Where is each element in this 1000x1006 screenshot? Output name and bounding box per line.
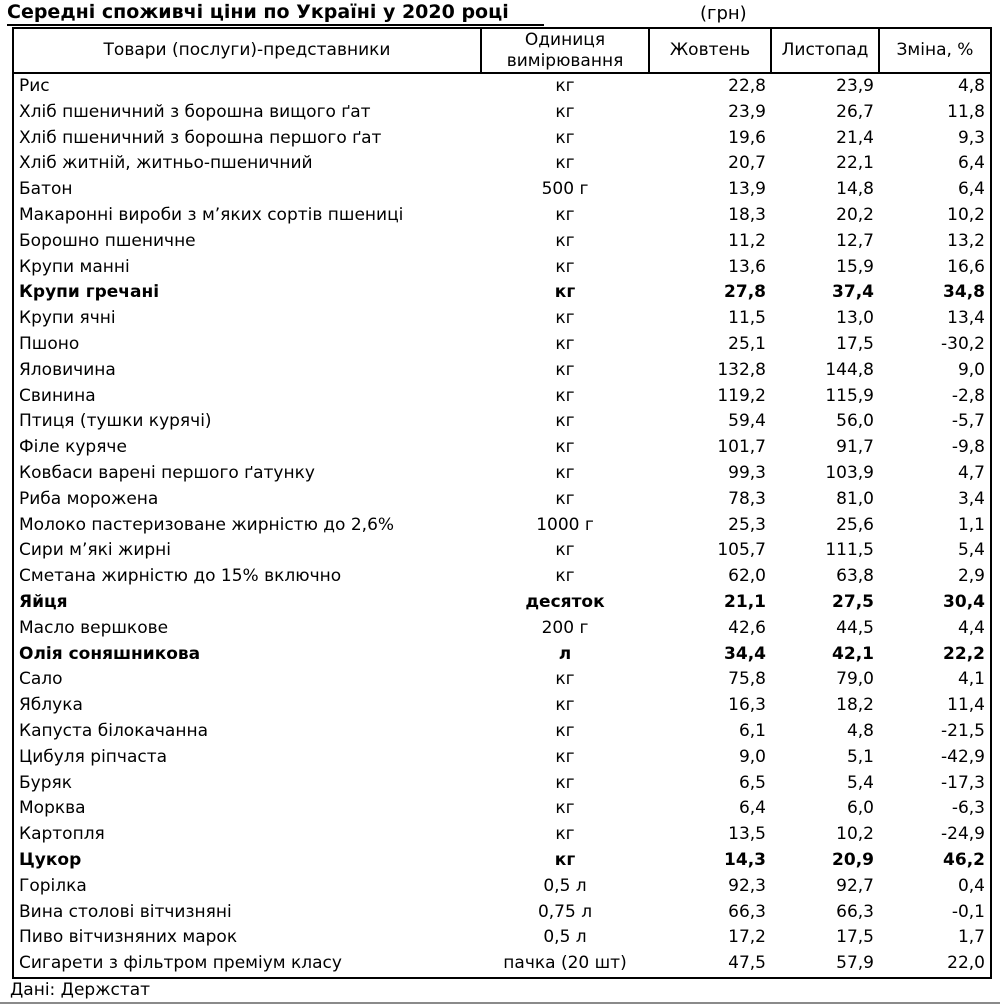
- product-cell: Хліб житній, житньо-пшеничний: [19, 153, 313, 174]
- november-cell: 5,1: [846, 746, 874, 767]
- change-cell: 0,4: [957, 875, 985, 896]
- october-cell: 11,2: [728, 230, 766, 251]
- october-cell: 19,6: [728, 127, 766, 148]
- table-row: [13, 590, 991, 616]
- col-header-unit: Одиниця вимірювання: [481, 28, 649, 73]
- unit-cell: 1000 г: [536, 514, 594, 535]
- change-cell: 11,4: [947, 695, 985, 716]
- product-cell: Пиво вітчизняних марок: [19, 927, 238, 948]
- november-cell: 21,4: [836, 127, 874, 148]
- november-cell: 27,5: [832, 591, 874, 612]
- october-cell: 20,7: [728, 153, 766, 174]
- october-cell: 105,7: [717, 540, 766, 561]
- change-cell: 30,4: [943, 591, 985, 612]
- change-cell: 3,4: [957, 488, 985, 509]
- bottom-divider: [0, 1002, 1000, 1004]
- change-cell: 13,4: [947, 308, 985, 329]
- product-cell: Вина столові вітчизняні: [19, 901, 232, 922]
- november-cell: 44,5: [836, 617, 874, 638]
- product-cell: Молоко пастеризоване жирністю до 2,6%: [19, 514, 395, 535]
- november-cell: 42,1: [832, 643, 874, 664]
- november-cell: 56,0: [836, 411, 874, 432]
- november-cell: 13,0: [836, 308, 874, 329]
- october-cell: 62,0: [728, 566, 766, 587]
- november-cell: 91,7: [836, 437, 874, 458]
- table-row: [13, 513, 991, 539]
- table-row: [13, 900, 991, 926]
- col-header-change: Зміна, %: [879, 28, 991, 73]
- change-cell: 9,3: [957, 127, 985, 148]
- unit-cell: кг: [555, 488, 575, 509]
- table-row: [13, 616, 991, 642]
- change-cell: -2,8: [951, 385, 985, 406]
- product-cell: Сало: [19, 669, 63, 690]
- october-cell: 18,3: [728, 204, 766, 225]
- october-cell: 22,8: [728, 76, 766, 96]
- change-cell: 4,4: [957, 617, 985, 638]
- november-cell: 20,9: [832, 849, 874, 870]
- product-cell: Пшоно: [19, 333, 80, 354]
- unit-cell: 0,75 л: [537, 901, 593, 922]
- change-cell: 9,0: [957, 359, 985, 380]
- november-cell: 6,0: [846, 798, 874, 819]
- change-cell: -0,1: [951, 901, 985, 922]
- product-cell: Цукор: [19, 849, 82, 870]
- change-cell: 4,1: [957, 669, 985, 690]
- change-cell: -30,2: [941, 333, 985, 354]
- change-cell: -6,3: [951, 798, 985, 819]
- table-row: [13, 461, 991, 487]
- unit-cell: кг: [555, 695, 575, 716]
- october-cell: 78,3: [728, 488, 766, 509]
- november-cell: 4,8: [846, 720, 874, 741]
- table-row: [13, 487, 991, 513]
- unit-cell: л: [558, 643, 572, 664]
- unit-cell: кг: [555, 308, 575, 329]
- october-cell: 25,1: [728, 333, 766, 354]
- november-cell: 12,7: [836, 230, 874, 251]
- header-row: [13, 28, 991, 73]
- november-cell: 81,0: [836, 488, 874, 509]
- november-cell: 22,1: [836, 153, 874, 174]
- november-cell: 23,9: [836, 76, 874, 96]
- table-row: [13, 435, 991, 461]
- unit-cell: кг: [555, 359, 575, 380]
- table-row: [13, 332, 991, 358]
- october-cell: 34,4: [724, 643, 766, 664]
- unit-cell: кг: [555, 540, 575, 561]
- november-cell: 26,7: [836, 101, 874, 122]
- product-cell: Ковбаси варені першого ґатунку: [19, 462, 315, 483]
- product-cell: Олія соняшникова: [19, 643, 201, 664]
- table-row: [13, 177, 991, 203]
- november-cell: 92,7: [836, 875, 874, 896]
- unit-cell: кг: [555, 824, 575, 845]
- october-cell: 17,2: [728, 927, 766, 948]
- unit-cell: 0,5 л: [543, 875, 587, 896]
- unit-cell: десяток: [525, 591, 605, 612]
- october-cell: 119,2: [717, 385, 766, 406]
- product-cell: Рис: [19, 76, 50, 96]
- october-cell: 23,9: [728, 101, 766, 122]
- product-cell: Яйця: [19, 591, 68, 612]
- product-cell: Свинина: [19, 385, 96, 406]
- october-cell: 92,3: [728, 875, 766, 896]
- october-cell: 75,8: [728, 669, 766, 690]
- table-row: [13, 384, 991, 410]
- change-cell: -21,5: [941, 720, 985, 741]
- unit-cell: кг: [555, 76, 575, 96]
- october-cell: 66,3: [728, 901, 766, 922]
- november-cell: 17,5: [836, 927, 874, 948]
- unit-cell: кг: [555, 772, 575, 793]
- unit-cell: кг: [555, 230, 575, 251]
- october-cell: 25,3: [728, 514, 766, 535]
- change-cell: 6,4: [957, 179, 985, 200]
- november-cell: 111,5: [825, 540, 874, 561]
- product-cell: Риба морожена: [19, 488, 159, 509]
- col-header-product: Товари (послуги)-представники: [13, 28, 481, 73]
- product-cell: Капуста білокачанна: [19, 720, 209, 741]
- october-cell: 132,8: [717, 359, 766, 380]
- change-cell: 4,8: [957, 76, 985, 96]
- november-cell: 37,4: [832, 282, 874, 303]
- table-row: [13, 667, 991, 693]
- table-row: [13, 73, 991, 100]
- unit-cell: кг: [555, 153, 575, 174]
- october-cell: 6,4: [738, 798, 766, 819]
- change-cell: 2,9: [957, 566, 985, 587]
- change-cell: -5,7: [951, 411, 985, 432]
- november-cell: 66,3: [836, 901, 874, 922]
- november-cell: 103,9: [825, 462, 874, 483]
- product-cell: Морква: [19, 798, 86, 819]
- october-cell: 27,8: [724, 282, 766, 303]
- unit-cell: кг: [555, 798, 575, 819]
- change-cell: 1,7: [957, 927, 985, 948]
- change-cell: 34,8: [943, 282, 985, 303]
- change-cell: -24,9: [941, 824, 985, 845]
- table-row: [13, 203, 991, 229]
- product-cell: Масло вершкове: [19, 617, 169, 638]
- change-cell: 11,8: [947, 101, 985, 122]
- product-cell: Борошно пшеничне: [19, 230, 196, 251]
- unit-cell: кг: [555, 720, 575, 741]
- table-row: [13, 796, 991, 822]
- october-cell: 6,5: [738, 772, 766, 793]
- unit-cell: кг: [555, 462, 575, 483]
- table-row: [13, 100, 991, 126]
- table-row: [13, 771, 991, 797]
- unit-cell: 200 г: [541, 617, 589, 638]
- table-row: [13, 306, 991, 332]
- november-cell: 115,9: [825, 385, 874, 406]
- col-header-october: Жовтень: [649, 28, 771, 73]
- product-cell: Сири м’які жирні: [19, 540, 172, 561]
- unit-cell: кг: [555, 127, 575, 148]
- november-cell: 79,0: [836, 669, 874, 690]
- october-cell: 16,3: [728, 695, 766, 716]
- table-row: [13, 719, 991, 745]
- prices-table: [12, 27, 992, 979]
- col-header-november: Листопад: [771, 28, 879, 73]
- unit-cell: кг: [554, 849, 576, 870]
- change-cell: 5,4: [957, 540, 985, 561]
- november-cell: 5,4: [846, 772, 874, 793]
- page-title: Середні споживчі ціни по Україні у 2020 році: [7, 1, 544, 26]
- november-cell: 14,8: [836, 179, 874, 200]
- unit-cell: кг: [555, 333, 575, 354]
- product-cell: Буряк: [19, 772, 73, 793]
- table-row: [13, 745, 991, 771]
- unit-cell: кг: [555, 566, 575, 587]
- october-cell: 6,1: [738, 720, 766, 741]
- table-body: [13, 73, 991, 978]
- product-cell: Хліб пшеничний з борошна першого ґат: [19, 127, 382, 148]
- unit-cell: кг: [555, 746, 575, 767]
- unit-cell: кг: [555, 256, 575, 277]
- product-cell: Птиця (тушки курячі): [19, 411, 212, 432]
- change-cell: 46,2: [943, 849, 985, 870]
- october-cell: 42,6: [728, 617, 766, 638]
- table-row: [13, 229, 991, 255]
- table-row: [13, 151, 991, 177]
- product-cell: Хліб пшеничний з борошна вищого ґат: [19, 101, 371, 122]
- change-cell: 4,7: [957, 462, 985, 483]
- change-cell: 13,2: [947, 230, 985, 251]
- table-row: [13, 642, 991, 668]
- november-cell: 17,5: [836, 333, 874, 354]
- table-row: [13, 874, 991, 900]
- table-row: [13, 126, 991, 152]
- product-cell: Крупи гречані: [19, 282, 160, 303]
- product-cell: Сигарети з фільтром преміум класу: [19, 953, 342, 974]
- october-cell: 101,7: [717, 437, 766, 458]
- table-row: [13, 848, 991, 874]
- november-cell: 15,9: [836, 256, 874, 277]
- november-cell: 20,2: [836, 204, 874, 225]
- november-cell: 10,2: [836, 824, 874, 845]
- october-cell: 13,6: [728, 256, 766, 277]
- unit-cell: кг: [555, 101, 575, 122]
- table-row: [13, 358, 991, 384]
- product-cell: Крупи ячні: [19, 308, 116, 329]
- october-cell: 14,3: [724, 849, 766, 870]
- november-cell: 57,9: [836, 953, 874, 974]
- table-row: [13, 538, 991, 564]
- source-note: Дані: Держстат: [10, 980, 151, 1000]
- product-cell: Макаронні вироби з м’яких сортів пшениці: [19, 204, 404, 225]
- october-cell: 21,1: [724, 591, 766, 612]
- october-cell: 99,3: [728, 462, 766, 483]
- unit-cell: кг: [555, 204, 575, 225]
- october-cell: 47,5: [728, 953, 766, 974]
- product-cell: Батон: [19, 179, 73, 200]
- unit-cell: кг: [555, 411, 575, 432]
- unit-cell: кг: [554, 282, 576, 303]
- change-cell: 22,0: [947, 953, 985, 974]
- unit-cell: 500 г: [541, 179, 589, 200]
- november-cell: 63,8: [836, 566, 874, 587]
- change-cell: 1,1: [957, 514, 985, 535]
- change-cell: 22,2: [943, 643, 985, 664]
- table-row: [13, 822, 991, 848]
- product-cell: Яблука: [19, 695, 83, 716]
- november-cell: 25,6: [836, 514, 874, 535]
- product-cell: Картопля: [19, 824, 105, 845]
- table-row: [13, 409, 991, 435]
- october-cell: 9,0: [738, 746, 766, 767]
- currency-note: (грн): [700, 3, 747, 24]
- product-cell: Цибуля ріпчаста: [19, 746, 168, 767]
- table-row: [13, 951, 991, 978]
- table-row: [13, 693, 991, 719]
- table-row: [13, 255, 991, 281]
- unit-cell: кг: [555, 437, 575, 458]
- product-cell: Філе куряче: [19, 437, 127, 458]
- change-cell: 10,2: [947, 204, 985, 225]
- unit-cell: кг: [555, 385, 575, 406]
- product-cell: Горілка: [19, 875, 87, 896]
- unit-cell: пачка (20 шт): [503, 953, 627, 974]
- product-cell: Яловичина: [19, 359, 116, 380]
- october-cell: 11,5: [728, 308, 766, 329]
- change-cell: 6,4: [957, 153, 985, 174]
- unit-cell: кг: [555, 669, 575, 690]
- october-cell: 59,4: [728, 411, 766, 432]
- change-cell: -17,3: [941, 772, 985, 793]
- table-row: [13, 280, 991, 306]
- table-row: [13, 564, 991, 590]
- november-cell: 144,8: [825, 359, 874, 380]
- october-cell: 13,5: [728, 824, 766, 845]
- october-cell: 13,9: [728, 179, 766, 200]
- change-cell: -9,8: [951, 437, 985, 458]
- change-cell: 16,6: [947, 256, 985, 277]
- table-row: [13, 925, 991, 951]
- change-cell: -42,9: [941, 746, 985, 767]
- product-cell: Крупи манні: [19, 256, 130, 277]
- unit-cell: 0,5 л: [543, 927, 587, 948]
- product-cell: Сметана жирністю до 15% включно: [19, 566, 342, 587]
- november-cell: 18,2: [836, 695, 874, 716]
